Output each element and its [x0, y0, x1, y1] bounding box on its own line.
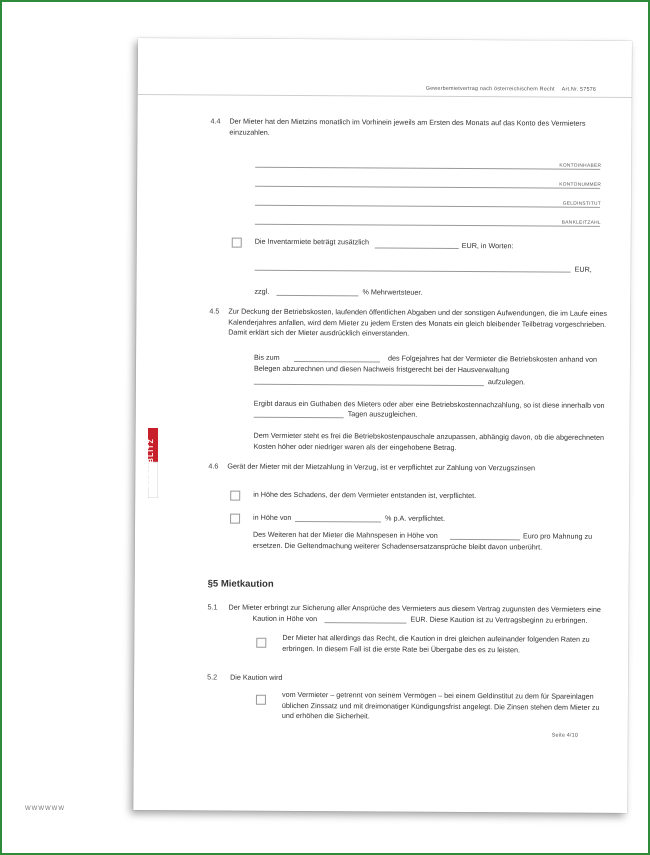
watermark-text: WWWWWW	[25, 806, 65, 812]
mahnspesen-text-b: Euro pro Mahnung zu	[522, 531, 593, 541]
section-5-1-text-c: EUR. Diese Kaution ist zu Vertragsbeginn zu erbringen.	[410, 614, 588, 625]
option-zinssatz-unit: % p.A. verpflichtet.	[385, 513, 446, 523]
mahnspesen-text-a: Des Weiteren hat der Mieter die Mahnspesen in Höhe von	[252, 529, 438, 540]
section-5-2-number: 5.2	[207, 672, 218, 682]
document-page	[133, 38, 632, 813]
bis-zum-label: Bis zum	[254, 352, 280, 362]
field-line-hausverwaltung[interactable]	[254, 384, 484, 386]
checkbox-zinssatz[interactable]	[230, 514, 240, 524]
inventar-label: Die Inventarmiete beträgt zusätzlich	[254, 236, 370, 247]
checkbox-geldinstitut[interactable]	[256, 695, 266, 705]
brand-logo-text: FORMBLITZ	[148, 438, 155, 488]
field-line-inventar-amount[interactable]	[375, 247, 459, 249]
field-line-tage[interactable]	[254, 417, 344, 419]
brand-logo	[148, 428, 158, 498]
section-5-1-number: 5.1	[207, 602, 218, 612]
geldinstitut-option-text: vom Vermieter – getrennt von seinem Vermögen – bei einem Geldinstitut zu dem für Spareinlagen üblichen Zinssatz und mit dreimonatiger Kündigungsfrist angelegt. Die Zinsen stehen dem Mieter zu und erhöhen die Sicherheit.	[281, 689, 600, 721]
header-title: Gewerbemietvertrag nach österreichischem Recht	[425, 85, 555, 93]
label-bankleitzahl: BANKLEITZAHL	[561, 220, 601, 226]
section-5-1-text-b: Kaution in Höhe von	[252, 613, 318, 624]
zzgl-label: zzgl.	[254, 286, 270, 296]
section-4-4-number: 4.4	[210, 116, 221, 126]
option-zinssatz-label: in Höhe von	[253, 512, 292, 522]
section-5-title: §5 Mietkaution	[207, 578, 274, 590]
header-ref: Art.Nr. 57576	[561, 86, 597, 93]
section-4-5-text: Zur Deckung der Betriebskosten, laufenden öffentlichen Abgaben und der sonstigen Aufwendungen, die im Laufe eines Kalenderjahres anfallen, wird dem Mieter zu jedem Ersten des Monats ein gleich bleibender Teilbetrag vorgeschrieben. Damit erklärt sich der Mieter ausdrücklich einverstanden.	[228, 306, 608, 338]
checkbox-schaden[interactable]	[230, 491, 240, 501]
label-kontonummer: KONTONUMMER	[559, 182, 602, 188]
betriebskosten-paragraph: des Folgejahres hat der Vermieter die Betriebskosten anhand von Belegen abzurechnen und diesen Nachweis fristgerecht bei der Hausverwaltung	[253, 353, 598, 374]
section-5-1-text-a: Der Mieter erbringt zur Sicherung aller Ansprüche des Vermieters aus diesem Vertrag zugunsten des Vermieters eine	[228, 602, 601, 614]
field-line-zinssatz[interactable]	[295, 521, 381, 523]
field-line-kaution[interactable]	[324, 622, 406, 624]
checkbox-inventarmiete[interactable]	[232, 238, 242, 248]
field-line-in-worten[interactable]	[255, 270, 571, 273]
page-number: Seite 4/10	[551, 732, 579, 739]
label-kontoinhaber: KONTOINHABER	[559, 163, 602, 169]
option-schaden-text: in Höhe des Schadens, der dem Vermieter entstanden ist, verpflichtet.	[253, 489, 477, 501]
aufzulegen-label: aufzulegen.	[487, 377, 526, 387]
section-4-6-text: Gerät der Mieter mit der Mietzahlung in Verzug, ist er verpflichtet zur Zahlung von Verzugszinsen	[227, 461, 536, 473]
mahnspesen-text-c: ersetzen. Die Geltendmachung weiterer Schadensersatzansprüche bleibt davon unberührt.	[252, 540, 543, 552]
label-geldinstitut: GELDINSTITUT	[562, 201, 602, 207]
field-line-mahnspesen[interactable]	[450, 539, 520, 540]
header-divider	[138, 94, 632, 98]
guthaben-text: Ergibt daraus ein Guthaben des Mieters oder aber eine Betriebskostennachzahlung, so ist diese innerhalb von	[253, 398, 605, 410]
field-line-mwst[interactable]	[276, 295, 358, 297]
tage-label: Tagen auszugleichen.	[347, 409, 418, 419]
section-4-5-number: 4.5	[209, 306, 220, 316]
mwst-label: % Mehrwertsteuer.	[362, 287, 423, 297]
checkbox-raten[interactable]	[256, 638, 266, 648]
pauschale-paragraph: Dem Vermieter steht es frei die Betriebskostenpauschale anzupassen, abhängig davon, ob die abgerechneten Kosten höher oder niedriger waren als der eingehobene Betrag.	[253, 430, 605, 452]
section-5-2-text: Die Kaution wird	[230, 672, 283, 682]
inventar-unit: EUR, in Worten:	[461, 240, 514, 251]
section-4-6-number: 4.6	[208, 461, 219, 471]
eur-label: EUR,	[574, 264, 592, 274]
section-4-4-text: Der Mieter hat den Mietzins monatlich im Vorhinein jeweils am Ersten des Monats auf das Konto des Vermieters einzuzahlen.	[229, 116, 586, 137]
raten-option-text: Der Mieter hat allerdings das Recht, die Kaution in drei gleichen aufeinander folgenden Raten zu erbringen. In diesem Fall ist die erste Rate bei Übergabe des es zu leisten.	[282, 632, 590, 654]
